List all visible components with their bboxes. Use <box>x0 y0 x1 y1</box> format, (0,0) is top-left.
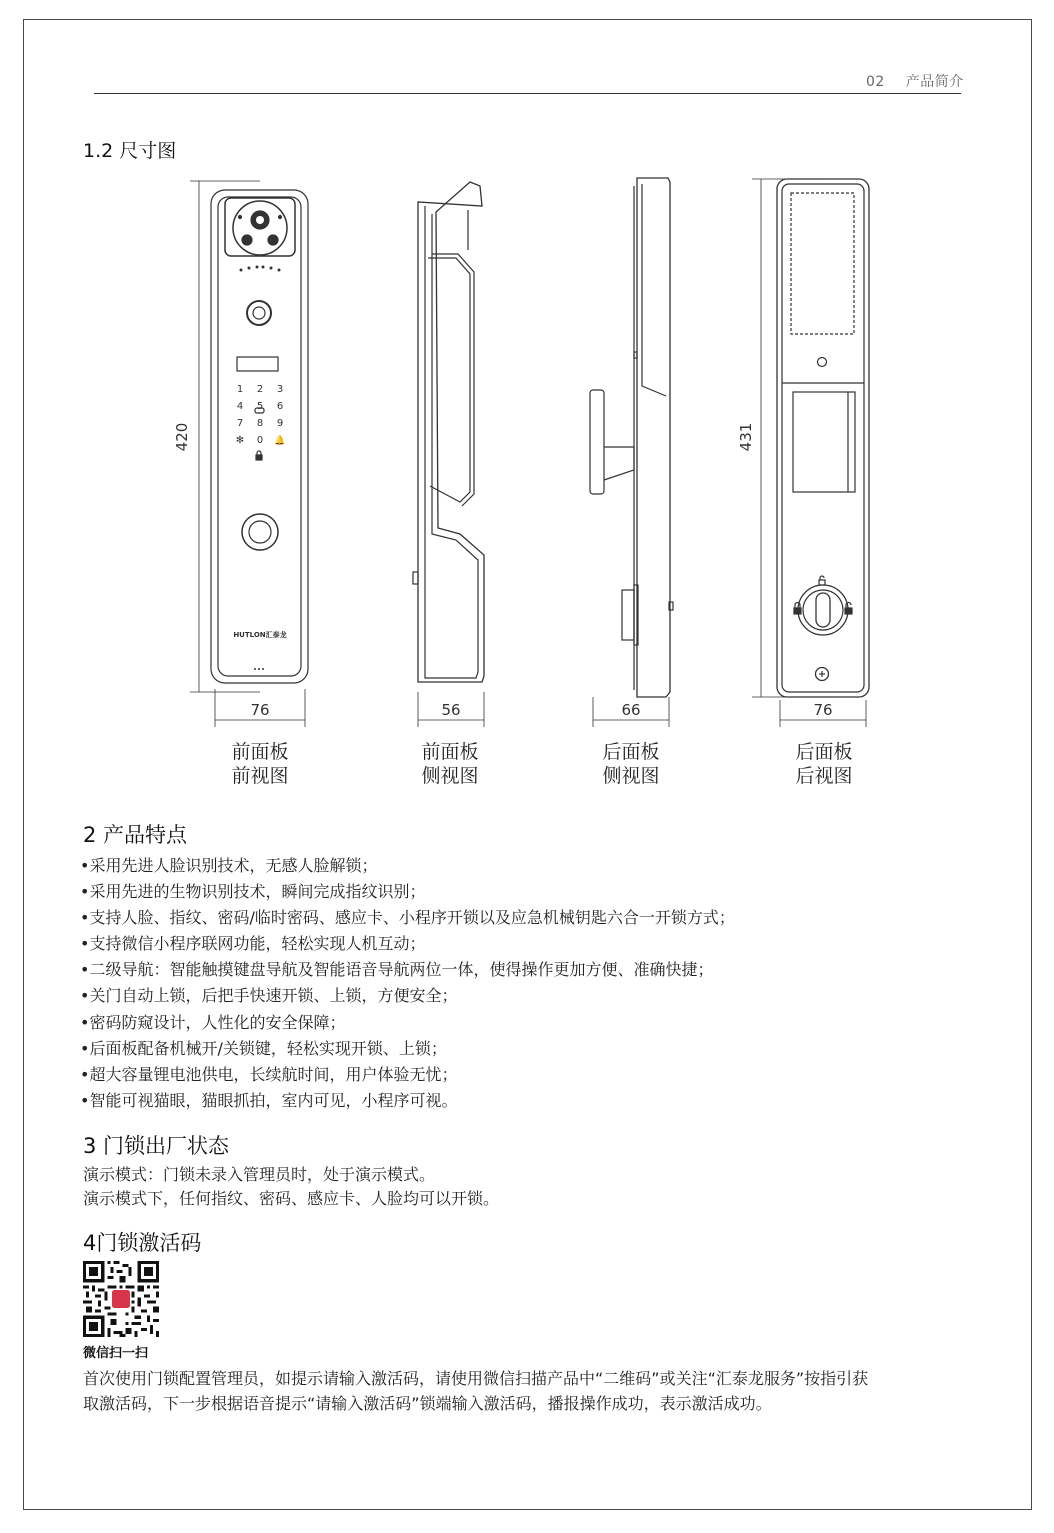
wechat-qr-code[interactable] <box>83 1261 159 1337</box>
key-bell-icon: 🔔 <box>274 436 286 446</box>
key-9: 9 <box>276 418 284 429</box>
caption-back-side: 后面板 侧视图 <box>602 741 660 787</box>
qr-center-logo <box>112 1290 130 1308</box>
display-window <box>237 357 278 371</box>
front-panel-front-view <box>173 181 308 727</box>
handle-grip <box>590 390 604 494</box>
key-3: 3 <box>276 384 284 395</box>
back-panel-back-view <box>737 179 869 727</box>
lock-icon <box>845 603 852 615</box>
front-height-label: 420 <box>173 422 191 452</box>
list-item: • 支持人脸、指纹、密码/临时密码、感应卡、小程序开锁以及应急机械钥匙六合一开锁方式； <box>80 905 735 931</box>
key-5: 5 <box>256 401 264 412</box>
factory-state-line-2: 演示模式下，任何指纹、密码、感应卡、人脸均可以开锁。 <box>83 1189 500 1208</box>
activation-heading: 4门锁激活码 <box>83 1231 202 1255</box>
caption-front-side: 前面板 侧视图 <box>421 741 479 787</box>
key-star: ✻ <box>235 435 245 446</box>
indicator-dots-icon <box>240 266 281 272</box>
width-label-4: 76 <box>813 701 833 719</box>
page-number: 02 <box>866 74 885 90</box>
dimension-heading: 1.2 尺寸图 <box>83 140 177 162</box>
reset-hole-icon <box>818 358 827 367</box>
knob-top-lock-icon <box>819 576 825 585</box>
fingerprint-sensor-icon <box>242 514 278 550</box>
key-1: 1 <box>236 384 244 395</box>
qr-label: 微信扫一扫 <box>83 1346 149 1361</box>
list-item: • 超大容量锂电池供电，长续航时间，用户体验无忧； <box>80 1062 735 1088</box>
caption-back-back: 后面板 后视图 <box>795 741 853 787</box>
lock-indicator-icon <box>256 451 262 460</box>
list-item: • 密码防窥设计，人性化的安全保障； <box>80 1010 735 1036</box>
factory-state-heading: 3 门锁出厂状态 <box>83 1134 230 1158</box>
brand-logo: HUTLON汇泰龙 <box>233 631 287 639</box>
features-heading: 2 产品特点 <box>83 823 188 847</box>
keypad <box>236 384 286 446</box>
activation-line-1: 首次使用门锁配置管理员，如提示请输入激活码，请使用微信扫描产品中“二维码”或关注“汇泰龙服务”按指引获 <box>83 1369 869 1388</box>
key-0: 0 <box>256 435 264 446</box>
bottom-dots-icon <box>254 668 264 670</box>
activation-line-2: 取激活码，下一步根据语音提示“请输入激活码”锁端输入激活码，播报操作成功，表示激活成功。 <box>83 1394 772 1413</box>
sensor-right-icon <box>268 235 278 245</box>
sensor-left-icon <box>242 235 252 245</box>
list-item: • 智能可视猫眼，猫眼抓拍，室内可见，小程序可视。 <box>80 1088 735 1114</box>
inner-handle-slot <box>793 392 855 492</box>
section-title: 产品简介 <box>905 74 964 90</box>
factory-state-line-1: 演示模式：门锁未录入管理员时，处于演示模式。 <box>83 1165 436 1184</box>
doorbell-button-icon <box>247 301 271 325</box>
back-height-label: 431 <box>737 422 755 452</box>
key-4: 4 <box>236 401 244 412</box>
width-label-3: 66 <box>621 701 641 719</box>
feature-list <box>80 853 735 1114</box>
list-item: • 采用先进的生物识别技术，瞬间完成指纹识别； <box>80 879 735 905</box>
caption-front-front: 前面板 前视图 <box>231 741 289 787</box>
width-label-2: 56 <box>441 701 461 719</box>
list-item: • 采用先进人脸识别技术，无感人脸解锁； <box>80 853 735 879</box>
key-8: 8 <box>256 418 264 429</box>
list-item: • 后面板配备机械开/关锁键，轻松实现开锁、上锁； <box>80 1036 735 1062</box>
key-6: 6 <box>276 401 284 412</box>
list-item: • 支持微信小程序联网功能，轻松实现人机互动； <box>80 931 735 957</box>
unlock-icon <box>794 603 801 615</box>
lock-tongue <box>622 590 634 640</box>
front-panel-side-view <box>413 182 484 727</box>
key-7: 7 <box>236 418 244 429</box>
list-item: • 关门自动上锁，后把手快速开锁、上锁，方便安全； <box>80 983 735 1009</box>
battery-compartment <box>791 193 854 334</box>
key-2: 2 <box>256 384 264 395</box>
side-button <box>413 572 418 584</box>
width-label-1: 76 <box>250 701 270 719</box>
list-item: • 二级导航：智能触摸键盘导航及智能语音导航两位一体，使得操作更加方便、准确快捷； <box>80 957 735 983</box>
back-panel-side-view <box>590 178 673 727</box>
